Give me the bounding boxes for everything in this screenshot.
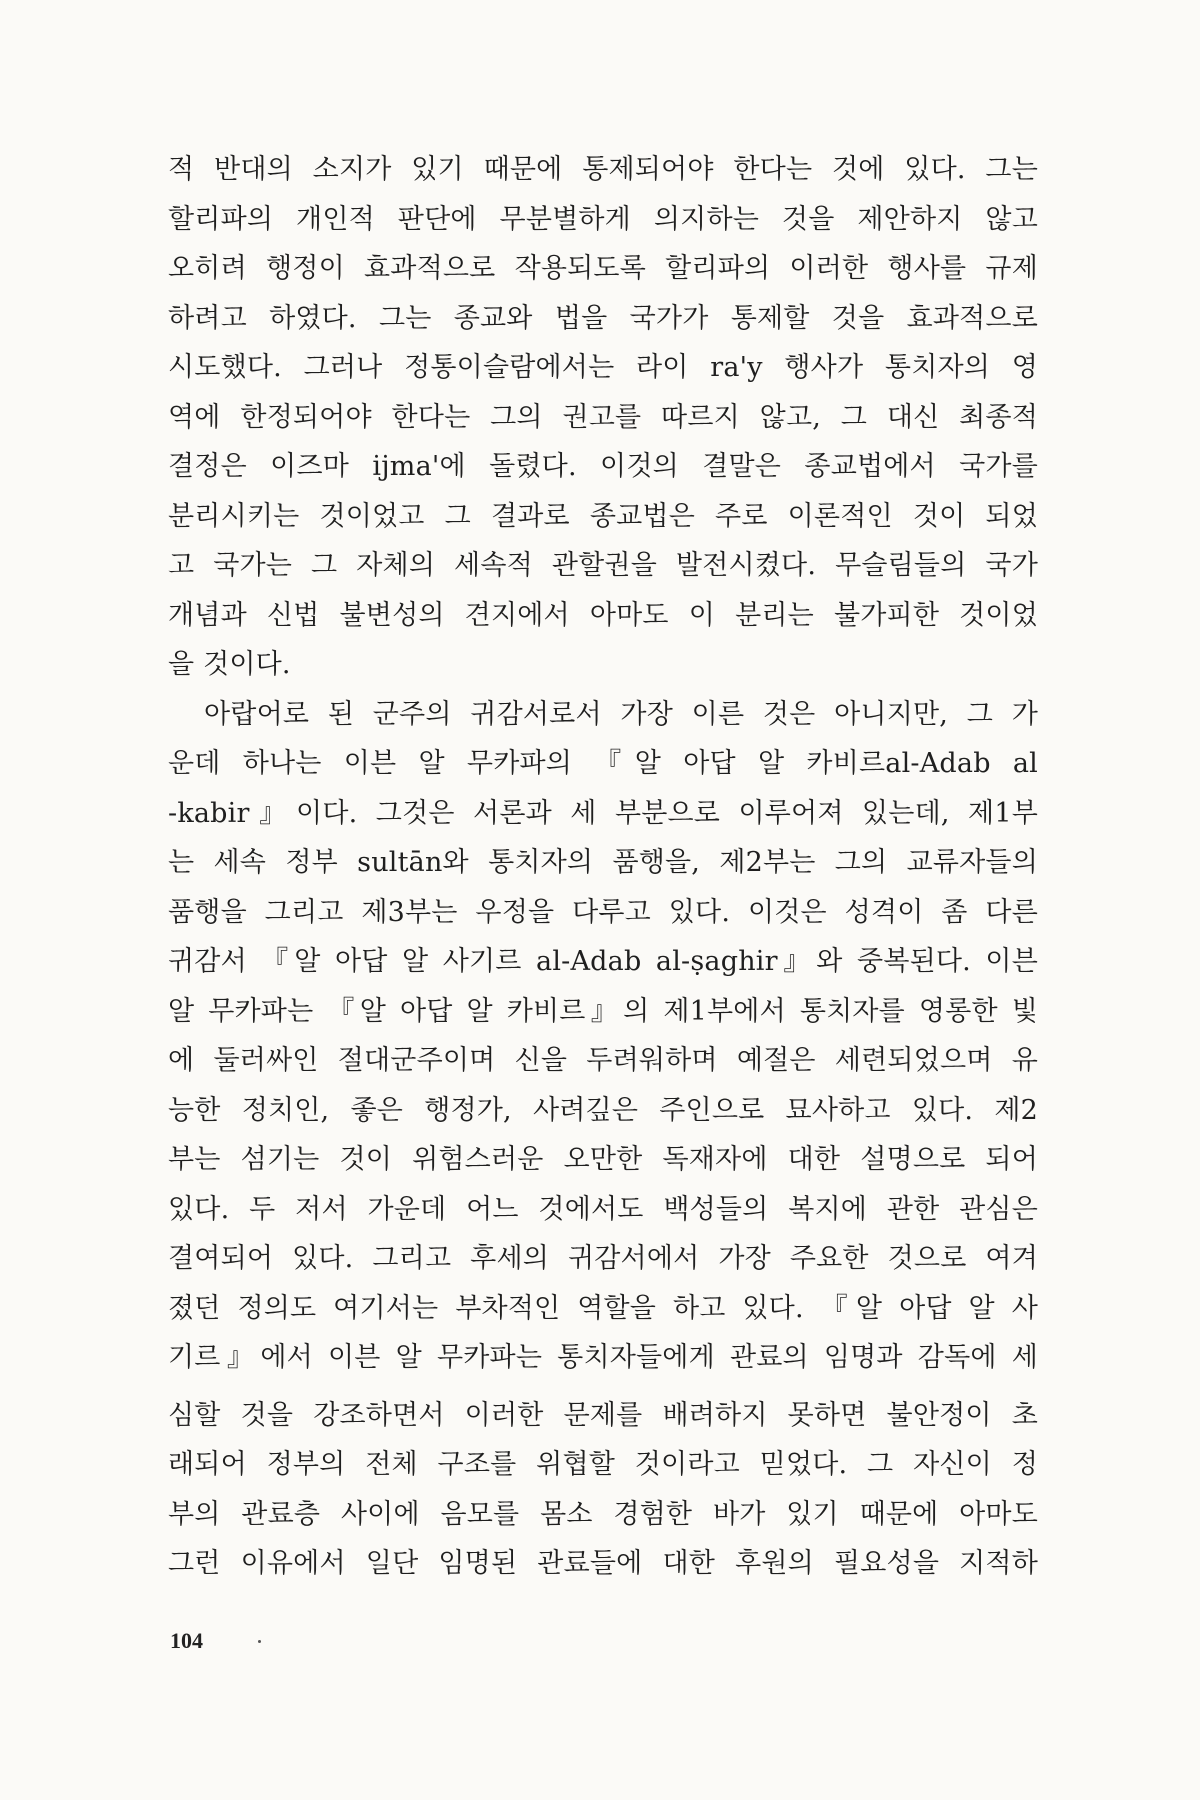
text-line-4: 하려고 하였다. 그는 종교와 법을 국가가 통제할 것을 효과적으로 [168, 302, 1038, 334]
text-line-26: 심할 것을 강조하면서 이러한 문제를 배려하지 못하면 불안정이 초 [168, 1399, 1038, 1431]
text-line-9: 고 국가는 그 자체의 세속적 관할권을 발전시켰다. 무슬림들의 국가 [168, 550, 1038, 581]
text-line-15: 는 세속 정부 sultān와 통치자의 품행을, 제2부는 그의 교류자들의 [168, 847, 1038, 878]
text-line-21: 부는 섬기는 것이 위험스러운 오만한 독재자에 대한 설명으로 되어 [168, 1144, 1038, 1175]
text-line-7: 결정은 이즈마 ijma'에 돌렸다. 이것의 결말은 종교법에서 국가를 [168, 451, 1038, 482]
text-line-24: 졌던 정의도 여기서는 부차적인 역할을 하고 있다. 『알 아답 알 사 [168, 1292, 1038, 1324]
text-line-10: 개념과 신법 불변성의 견지에서 아마도 이 분리는 불가피한 것이었 [168, 599, 1038, 631]
text-line-3: 오히려 행정이 효과적으로 작용되도록 할리파의 이러한 행사를 규제 [168, 253, 1038, 284]
text-line-29: 그런 이유에서 일단 임명된 관료들에 대한 후원의 필요성을 지적하 [168, 1548, 1038, 1579]
text-line-12: 아랍어로 된 군주의 귀감서로서 가장 이른 것은 아니지만, 그 가 [204, 698, 1038, 730]
text-line-20: 능한 정치인, 좋은 행정가, 사려깊은 주인으로 묘사하고 있다. 제2 [168, 1094, 1038, 1126]
text-line-2: 할리파의 개인적 판단에 무분별하게 의지하는 것을 제안하지 않고 [168, 203, 1038, 235]
text-line-23: 결여되어 있다. 그리고 후세의 귀감서에서 가장 주요한 것으로 여겨 [168, 1243, 1038, 1274]
page-number: 104 [170, 1628, 203, 1653]
print-speck [258, 1640, 261, 1643]
text-line-22: 있다. 두 저서 가운데 어느 것에서도 백성들의 복지에 관한 관심은 [168, 1193, 1038, 1225]
text-line-11: 을 것이다. [168, 649, 291, 680]
text-line-16: 품행을 그리고 제3부는 우정을 다루고 있다. 이것은 성격이 좀 다른 [168, 896, 1038, 928]
text-line-6: 역에 한정되어야 한다는 그의 권고를 따르지 않고, 그 대신 최종적 [168, 401, 1038, 433]
text-line-8: 분리시키는 것이었고 그 결과로 종교법은 주로 이론적인 것이 되었 [168, 500, 1038, 532]
text-line-14: -kabir』이다. 그것은 서론과 세 부분으로 이루어져 있는데, 제1부 [168, 797, 1038, 829]
text-line-1: 적 반대의 소지가 있기 때문에 통제되어야 한다는 것에 있다. 그는 [168, 154, 1038, 185]
text-line-19: 에 둘러싸인 절대군주이며 신을 두려워하며 예절은 세련되었으며 유 [168, 1045, 1038, 1076]
text-line-5: 시도했다. 그러나 정통이슬람에서는 라이 ra'y 행사가 통치자의 영 [168, 352, 1038, 383]
text-line-25: 기르』에서 이븐 알 무카파는 통치자들에게 관료의 임명과 감독에 세 [168, 1342, 1038, 1373]
body-text [168, 145, 1038, 1589]
text-line-13: 운데 하나는 이븐 알 무카파의 『알 아답 알 카비르al-Adab al [168, 748, 1038, 779]
text-line-17: 귀감서 『알 아답 알 사기르 al-Adab al-ṣaghir』와 중복된다. 이븐 [168, 946, 1038, 977]
text-line-28: 부의 관료층 사이에 음모를 몸소 경험한 바가 있기 때문에 아마도 [168, 1498, 1038, 1530]
text-line-18: 알 무카파는 『알 아답 알 카비르』의 제1부에서 통치자를 영롱한 빛 [168, 995, 1038, 1027]
text-line-27: 래되어 정부의 전체 구조를 위협할 것이라고 믿었다. 그 자신이 정 [168, 1449, 1038, 1480]
